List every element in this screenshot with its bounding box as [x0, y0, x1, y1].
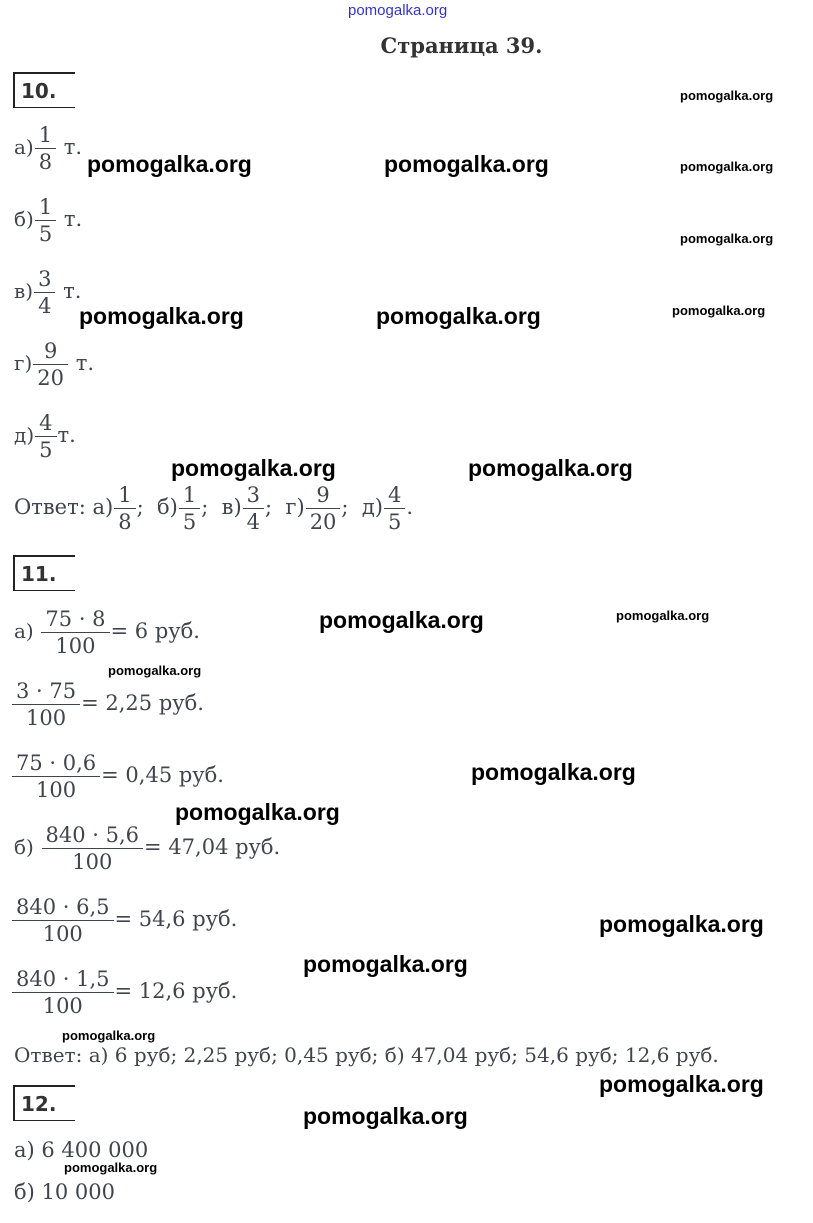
- watermark[interactable]: pomogalka.org: [680, 88, 774, 103]
- watermark[interactable]: pomogalka.org: [376, 303, 541, 329]
- watermark[interactable]: pomogalka.org: [303, 1103, 468, 1129]
- item-label: б): [14, 207, 34, 232]
- watermark[interactable]: pomogalka.org: [599, 1071, 764, 1097]
- watermark[interactable]: pomogalka.org: [616, 608, 710, 623]
- watermark[interactable]: pomogalka.org: [79, 303, 244, 329]
- task-11-number: 11.: [13, 555, 75, 591]
- task-10-item-v: [14, 268, 81, 317]
- item-label: а): [14, 135, 34, 160]
- task-11-line-2: $\frac{3 \cdot 75}{100}$ = 2,25 руб.: [11, 680, 204, 729]
- watermark[interactable]: pomogalka.org: [87, 151, 252, 177]
- task-10-number: 10.: [13, 72, 75, 108]
- task-11-line-4: б) $\frac{840 \cdot 5,6}{100}$ = 47,04 руб.: [14, 823, 281, 875]
- fraction: $\frac{4}{5}$: [37, 412, 54, 461]
- fraction: $\frac{1}{5}$: [37, 196, 54, 245]
- fraction: $\frac{3}{4}$: [36, 268, 53, 317]
- task-11-answer: Ответ: а) 6 руб; 2,25 руб; 0,45 руб; б) 47,04 руб; 54,6 руб; 12,6 руб.: [14, 1043, 719, 1067]
- task-10-item-a: [14, 124, 82, 173]
- task-10-item-d: [14, 412, 76, 461]
- item-label: в): [14, 279, 34, 304]
- watermark[interactable]: pomogalka.org: [680, 231, 774, 246]
- unit: т.: [63, 135, 83, 160]
- item-label: г): [14, 351, 33, 376]
- watermark[interactable]: pomogalka.org: [672, 303, 766, 318]
- watermark[interactable]: pomogalka.org: [303, 951, 468, 977]
- watermark[interactable]: pomogalka.org: [62, 1028, 156, 1043]
- fraction: $\frac{9}{20}$: [35, 340, 66, 389]
- watermark[interactable]: pomogalka.org: [175, 799, 340, 825]
- unit: т.: [75, 351, 94, 376]
- watermark[interactable]: pomogalka.org: [599, 911, 764, 937]
- task-11-line-6: $\frac{840 \cdot 1,5}{100}$ = 12,6 руб.: [11, 968, 237, 1017]
- unit: т.: [57, 423, 76, 448]
- top-watermark[interactable]: pomogalka.org: [348, 2, 448, 19]
- task-12-line-b: б) 10 000: [14, 1180, 115, 1204]
- watermark[interactable]: pomogalka.org: [108, 663, 202, 678]
- watermark[interactable]: pomogalka.org: [680, 159, 774, 174]
- fraction: $\frac{1}{8}$: [37, 124, 54, 173]
- watermark[interactable]: pomogalka.org: [64, 1160, 158, 1175]
- task-11-line-5: $\frac{840 \cdot 6,5}{100}$ = 54,6 руб.: [11, 896, 237, 945]
- watermark[interactable]: pomogalka.org: [384, 151, 549, 177]
- watermark[interactable]: pomogalka.org: [468, 455, 633, 481]
- task-12-number: 12.: [13, 1085, 75, 1121]
- watermark[interactable]: pomogalka.org: [471, 759, 636, 785]
- task-11-line-1: а) $\frac{75 \cdot 8}{100}$ = 6 руб.: [14, 607, 200, 659]
- task-10-answer: Ответ: а) $\frac{1}{8}$ ; б) $\frac{1}{5}$ ; в) $\frac{3}{4}$ ; г) $\frac{9}{20}$ ; д) $\frac{4}{5}$ .: [14, 483, 414, 535]
- task-12-line-a: а) 6 400 000: [14, 1138, 149, 1162]
- watermark[interactable]: pomogalka.org: [171, 455, 336, 481]
- unit: т.: [63, 279, 82, 304]
- task-11-line-3: $\frac{75 \cdot 0,6}{100}$ = 0,45 руб.: [11, 752, 224, 801]
- answer-prefix: Ответ:: [14, 495, 86, 520]
- unit: т.: [63, 207, 83, 232]
- item-label: д): [14, 423, 35, 448]
- task-10-item-b: [14, 196, 82, 245]
- task-10-item-g: [14, 340, 94, 389]
- page-title: Страница 39.: [380, 33, 543, 58]
- watermark[interactable]: pomogalka.org: [319, 607, 484, 633]
